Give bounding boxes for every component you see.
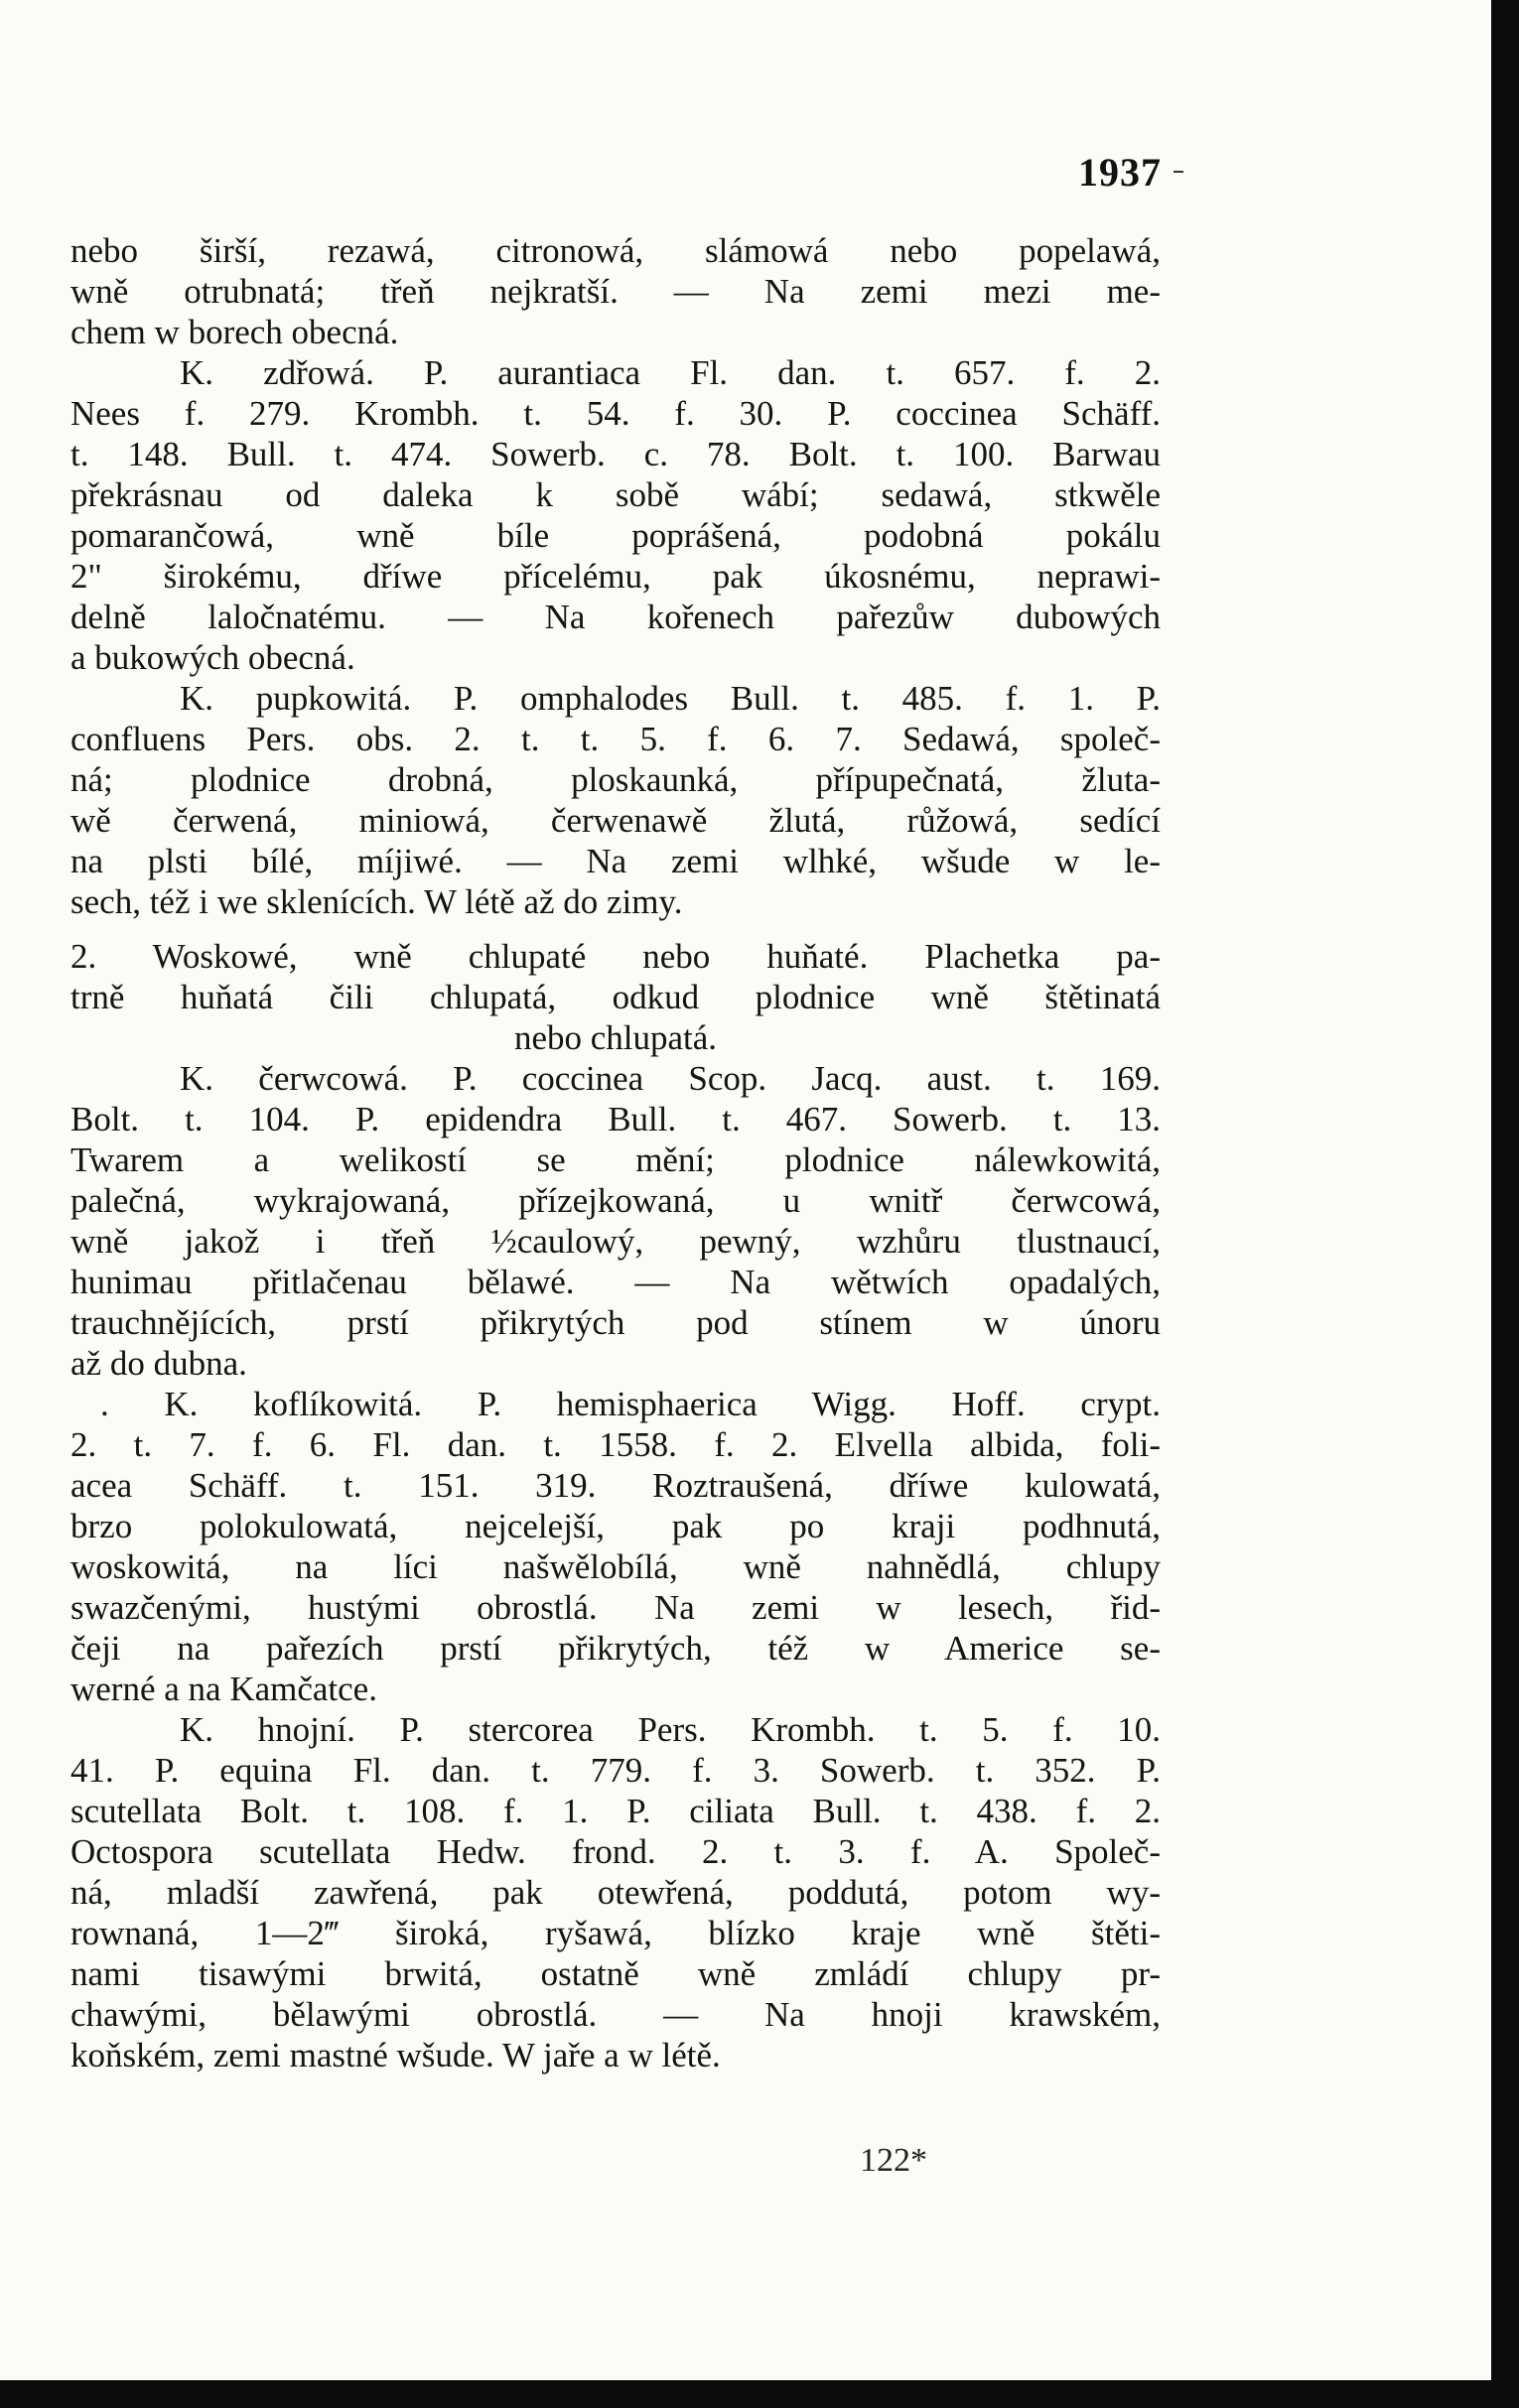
text-line: hunimau přitlačenau bělawé. — Na wětwích opadalých, [70,1263,1161,1301]
text-line: trně huňatá čili chlupatá, odkud plodnice wně štětinatá [70,978,1161,1016]
text-line: nami tisawými brwitá, ostatně wně zmládí chlupy pr- [70,1954,1161,1993]
text-line: na plsti bílé, míjiwé. — Na zemi wlhké, wšude w le- [70,842,1161,880]
text-line: koňském, zemi mastné wšude. W jaře a w létě. [70,2036,721,2074]
text-line: K. čerwcowá. P. coccinea Scop. Jacq. aust. t. 169. [180,1059,1161,1098]
text-line: palečná, wykrajowaná, přízejkowaná, u wnitř čerwcowá, [70,1181,1161,1220]
text-line: scutellata Bolt. t. 108. f. 1. P. ciliata Bull. t. 438. f. 2. [70,1792,1161,1830]
text-line: Bolt. t. 104. P. epidendra Bull. t. 467. Sowerb. t. 13. [70,1100,1161,1138]
text-line: werné a na Kamčatce. [70,1670,377,1708]
text-line: chawými, bělawými obrostlá. — Na hnoji krawském, [70,1995,1161,2034]
text-line: nebo chlupatá. [513,1018,718,1057]
text-line: nebo širší, rezawá, citronowá, slámowá nebo popelawá, [70,231,1161,270]
text-line: Octospora scutellata Hedw. frond. 2. t. 3. f. A. Společ- [70,1832,1161,1871]
text-line: brzo polokulowatá, nejcelejší, pak po kraji podhnutá, [70,1507,1161,1545]
scan-border-bottom [0,2380,1519,2408]
text-line: až do dubna. [70,1344,247,1383]
text-line: 2. Woskowé, wně chlupaté nebo huňaté. Plachetka pa- [70,937,1161,976]
text-line: rownaná, 1—2‴ široká, ryšawá, blízko kraje wně štěti- [70,1914,1161,1952]
text-line: překrásnau od daleka k sobě wábí; sedawá, stkwěle [70,475,1161,514]
text-line: Twarem a welikostí se mění; plodnice nálewkowitá, [70,1140,1161,1179]
text-line: 41. P. equina Fl. dan. t. 779. f. 3. Sowerb. t. 352. P. [70,1751,1161,1790]
scan-border-right [1491,0,1519,2408]
text-line: wně jakož i třeň ½caulowý, pewný, wzhůru tlustnaucí, [70,1222,1161,1261]
text-line: a bukowých obecná. [70,638,355,677]
text-line: delně laločnatému. — Na kořenech pařezůw dubowých [70,598,1161,636]
body-text [70,230,1161,2075]
text-line: wě čerwená, miniowá, čerwenawě žlutá, růžowá, sedící [70,801,1161,840]
text-line: čeji na pařezích prstí přikrytých, též w Americe se- [70,1629,1161,1668]
text-line: swazčenými, hustými obrostlá. Na zemi w lesech, řid- [70,1588,1161,1627]
text-line: acea Schäff. t. 151. 319. Roztraušená, dříwe kulowatá, [70,1466,1161,1505]
text-line: . K. koflíkowitá. P. hemisphaerica Wigg. Hoff. crypt. [100,1385,1161,1423]
text-line: sech, též i we sklenících. W létě až do zimy. [70,882,683,921]
margin-mark [1174,171,1183,173]
text-line: t. 148. Bull. t. 474. Sowerb. c. 78. Bolt. t. 100. Barwau [70,435,1161,473]
text-line: woskowitá, na líci našwělobílá, wně nahnědlá, chlupy [70,1547,1161,1586]
text-line: ná; plodnice drobná, ploskaunká, přípupečnatá, žluta- [70,760,1161,799]
text-line: chem w borech obecná. [70,313,399,351]
text-line: 2" širokému, dříwe přícelému, pak úkosnému, neprawi- [70,557,1161,596]
text-line: confluens Pers. obs. 2. t. t. 5. f. 6. 7. Sedawá, společ- [70,720,1161,758]
text-line: Nees f. 279. Krombh. t. 54. f. 30. P. coccinea Schäff. [70,394,1161,433]
text-line: 2. t. 7. f. 6. Fl. dan. t. 1558. f. 2. Elvella albida, foli- [70,1425,1161,1464]
text-line: pomarančowá, wně bíle poprášená, podobná pokálu [70,516,1161,555]
page-number: 1937 [1078,150,1162,195]
text-line: wně otrubnatá; třeň nejkratší. — Na zemi mezi me- [70,272,1161,311]
text-line: K. hnojní. P. stercorea Pers. Krombh. t. 5. f. 10. [180,1710,1161,1749]
text-line: K. pupkowitá. P. omphalodes Bull. t. 485. f. 1. P. [180,679,1161,718]
text-line: trauchnějících, prstí přikrytých pod stínem w únoru [70,1303,1161,1342]
text-line: K. zdřowá. P. aurantiaca Fl. dan. t. 657. f. 2. [180,353,1161,392]
text-line: ná, mladší zawřená, pak otewřená, poddutá, potom wy- [70,1873,1161,1912]
signature-mark: 122* [860,2142,927,2179]
